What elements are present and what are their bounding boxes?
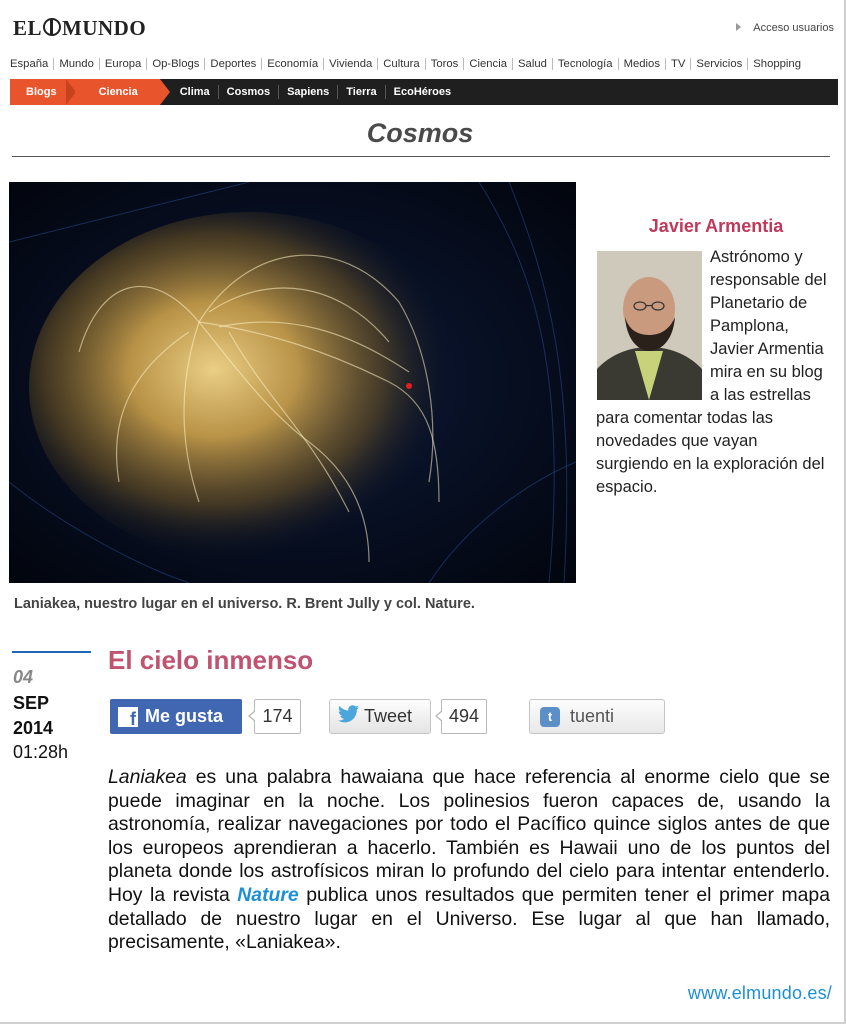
subnav-item-tierra[interactable]: Tierra xyxy=(337,85,384,99)
title-divider xyxy=(12,156,830,157)
nav-item-medios[interactable]: Medios xyxy=(618,58,665,70)
nav-item-espana[interactable]: España xyxy=(10,58,49,70)
access-users-link[interactable] xyxy=(736,22,834,34)
tuenti-share-button[interactable] xyxy=(529,699,665,734)
image-caption: Laniakea, nuestro lugar en el universo. R. Brent Jully y col. Nature. xyxy=(14,596,475,612)
twitter-icon xyxy=(338,705,360,728)
facebook-icon: f xyxy=(118,707,138,727)
post-date-month: SEP xyxy=(13,693,50,713)
author-name[interactable]: Javier Armentia xyxy=(648,216,784,236)
post-body-part-1: es una palabra hawaiana que hace referencia al enorme cielo que se puede imaginar en la noche. Los polinesios fueron capaces de, usando la astronomía, realizar navegaciones por todo el Pacífico quince siglos antes de que los europeos aprendieran a hacerlo. También es Hawaii uno de los puntos del planeta donde los astrofísicos miran lo profundo del cielo para intentar entenderlo. Hoy la revista xyxy=(108,766,830,906)
date-divider xyxy=(12,651,91,653)
tweet-count: 494 xyxy=(441,699,487,734)
post-date-year: 2014 xyxy=(13,718,54,738)
milky-way-marker xyxy=(406,383,412,389)
hero-image-laniakea xyxy=(9,182,576,583)
nav-item-deportes[interactable]: Deportes xyxy=(204,58,261,70)
nav-item-shopping[interactable]: Shopping xyxy=(747,58,806,70)
nav-item-vivienda[interactable]: Vivienda xyxy=(323,58,377,70)
el-mundo-logo[interactable] xyxy=(13,16,146,41)
tweet-button[interactable] xyxy=(329,699,431,734)
post-date-day: 04 xyxy=(13,667,34,687)
tuenti-icon: t xyxy=(540,707,560,727)
nature-link[interactable]: Nature xyxy=(237,883,299,906)
author-bio-text: Astrónomo y responsable del Planetario de Pamplona, Javier Armentia mira en su blog a las estrellas para comentar todas las novedades que vayan surgiendo en la exploración del espacio. xyxy=(596,248,827,496)
logo-text-mundo: MUNDO xyxy=(62,16,147,40)
post-body-part-2: publica unos resultados que permiten tener el primer mapa detallado de nuestro lugar en el Universo. Ese lugar al que han llamado, precisamente, «Laniakea». xyxy=(108,883,830,954)
facebook-like-count: 174 xyxy=(254,699,301,734)
author-photo-spacer xyxy=(596,246,710,401)
post-title[interactable]: El cielo inmenso xyxy=(108,645,314,675)
post-body xyxy=(108,766,830,955)
arrow-right-icon xyxy=(736,23,741,31)
tuenti-label: tuenti xyxy=(570,706,615,726)
nav-item-economia[interactable]: Economía xyxy=(261,58,323,70)
blog-title: Cosmos xyxy=(366,118,474,148)
nav-item-tv[interactable]: TV xyxy=(665,58,690,70)
subnav-item-cosmos[interactable]: Cosmos xyxy=(218,85,278,99)
facebook-like-label: Me gusta xyxy=(145,706,224,726)
nav-item-ciencia[interactable]: Ciencia xyxy=(463,58,512,70)
laniakea-term: Laniakea xyxy=(108,766,187,788)
nav-item-mundo[interactable]: Mundo xyxy=(53,58,99,70)
nav-item-salud[interactable]: Salud xyxy=(512,58,552,70)
sub-navigation-bar xyxy=(10,79,838,105)
subnav-item-ecoheroes[interactable]: EcoHéroes xyxy=(385,85,459,99)
logo-text-el: EL xyxy=(13,16,43,40)
nav-item-europa[interactable]: Europa xyxy=(99,58,146,70)
globe-icon xyxy=(43,18,61,36)
nav-tab-blogs[interactable]: Blogs xyxy=(10,79,75,105)
nav-item-toros[interactable]: Toros xyxy=(425,58,464,70)
author-bio xyxy=(596,246,830,499)
nav-item-tecnologia[interactable]: Tecnología xyxy=(552,58,618,70)
subnav-item-clima[interactable]: Clima xyxy=(179,86,210,98)
tweet-label: Tweet xyxy=(364,706,413,726)
nav-item-servicios[interactable]: Servicios xyxy=(690,58,747,70)
access-users-label: Acceso usuarios xyxy=(753,22,834,34)
facebook-like-button[interactable] xyxy=(110,699,242,734)
nav-item-op-blogs[interactable]: Op-Blogs xyxy=(146,58,204,70)
nav-item-cultura[interactable]: Cultura xyxy=(377,58,424,70)
main-navigation xyxy=(8,55,838,73)
post-date-time: 01:28h xyxy=(13,742,69,762)
subnav-item-sapiens[interactable]: Sapiens xyxy=(278,85,337,99)
laniakea-illustration xyxy=(9,182,576,583)
nav-tab-ciencia[interactable]: Ciencia xyxy=(75,79,160,105)
source-url[interactable]: www.elmundo.es/ xyxy=(687,983,832,1003)
